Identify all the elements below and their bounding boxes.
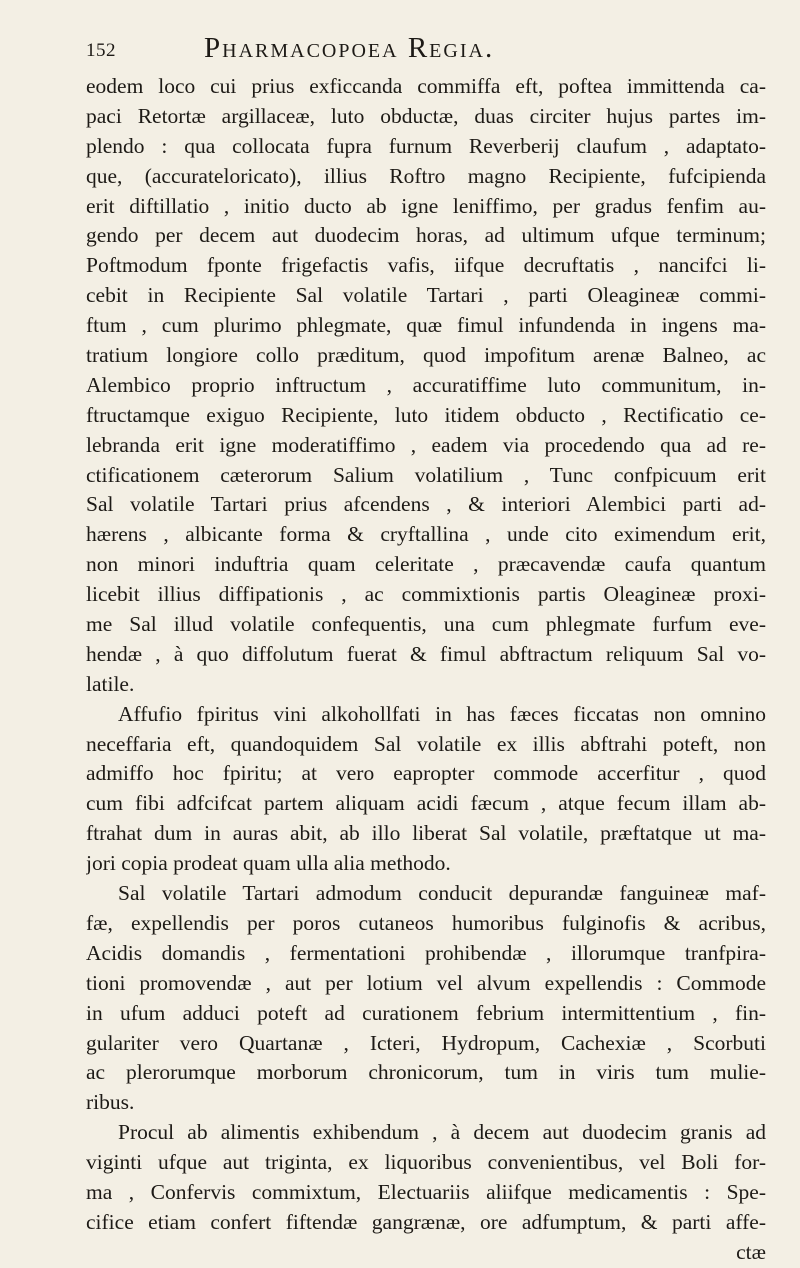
text-line: gendo per decem aut duodecim horas, ad ultimum ufque terminum; (86, 223, 766, 248)
paragraph-start-line: Sal volatile Tartari admodum conducit depurandæ fanguineæ maf- (118, 881, 766, 906)
running-title: Pharmacopoea Regia. (204, 32, 495, 64)
text-line: plendo : qua collocata fupra furnum Reverberij claufum , adaptato- (86, 133, 766, 158)
paragraph-start-line: Affufio fpiritus vini alkohollfati in has fæces ficcatas non omnino (118, 701, 766, 726)
text-line: Alembico proprio inftructum , accuratiffime luto communitum, in- (86, 372, 766, 397)
paragraph-end-line: ribus. (86, 1090, 135, 1115)
text-line: que, (accuratelοricato), illius Roftro magno Recipiente, fufcipienda (86, 163, 766, 188)
text-line: viginti ufque aut triginta, ex liquoribus convenientibus, vel Boli for- (86, 1150, 766, 1175)
text-line: cifice etiam confert fiftendæ gangrænæ, ore adfumptum, & parti affe- (86, 1209, 766, 1234)
text-line: erit diftillatio , initio ducto ab igne leniffimo, per gradus fenfim au- (86, 193, 766, 218)
text-line: cebit in Recipiente Sal volatile Tartari , parti Oleagineæ commi- (86, 283, 766, 308)
paragraph-end-line: jori copia prodeat quam ulla alia methodo. (86, 851, 451, 876)
text-line: neceffaria eft, quandoquidem Sal volatile ex illis abftrahi poteft, non (86, 731, 766, 756)
text-line: ma , Confervis commixtum, Electuariis aliifque medicamentis : Spe- (86, 1179, 766, 1204)
text-line: ftum , cum plurimo phlegmate, quæ fimul infundenda in ingens ma- (86, 313, 766, 338)
paragraph-start-line: Procul ab alimentis exhibendum , à decem aut duodecim granis ad (118, 1120, 766, 1145)
text-line: tratium longiore collo præditum, quod impofitum arenæ Balneo, ac (86, 343, 766, 368)
page-header (86, 32, 766, 72)
text-line: hærens , albicante forma & cryftallina , unde cito eximendum erit, (86, 522, 766, 547)
text-line: Sal volatile Tartari prius afcendens , & interiori Alembici parti ad- (86, 492, 766, 517)
body-text (86, 72, 766, 1268)
text-line: tioni promovendæ , aut per lotium vel alvum expellendis : Commode (86, 970, 766, 995)
text-line: admiffo hoc fpiritu; at vero eapropter commode accerfitur , quod (86, 761, 766, 786)
text-line: Poftmodum fponte frigefactis vafis, iifque decruftatis , nancifci li- (86, 253, 766, 278)
text-line: licebit illius diffipationis , ac commixtionis partis Oleagineæ proxi- (86, 582, 766, 607)
text-line: hendæ , à quo diffolutum fuerat & fimul abftractum reliquum Sal vo- (86, 641, 766, 666)
page-number: 152 (86, 40, 116, 61)
text-line: fæ, expellendis per poros cutaneos humoribus fulginofis & acribus, (86, 910, 766, 935)
text-line: Acidis domandis , fermentationi prohibendæ , illorumque tranfpira- (86, 940, 766, 965)
text-line: ftructamque exiguo Recipiente, luto itidem obducto , Rectificatio ce- (86, 402, 766, 427)
text-line: lebranda erit igne moderatiffimo , eadem via procedendo qua ad re- (86, 432, 766, 457)
text-line: non minori induftria quam celeritate , præcavendæ caufa quantum (86, 552, 766, 577)
paragraph-end-line: latile. (86, 671, 135, 696)
text-line: in ufum adduci poteft ad curationem febrium intermittentium , fin- (86, 1000, 766, 1025)
text-line: cum fibi adfcifcat partem aliquam acidi fæcum , atque fecum illam ab- (86, 791, 766, 816)
text-line: me Sal illud volatile confequentis, una cum phlegmate furfum eve- (86, 612, 766, 637)
text-line: ctificationem cæterorum Salium volatilium , Tunc confpicuum erit (86, 462, 766, 487)
text-line: gulariter vero Quartanæ , Icteri, Hydropum, Cachexiæ , Scorbuti (86, 1030, 766, 1055)
text-line: paci Retortæ argillaceæ, luto obductæ, duas circiter hujus partes im- (86, 103, 766, 128)
text-line: eodem loco cui prius exficcanda commiffa eft, poftea immittenda ca- (86, 74, 766, 98)
text-line: ac plerorumque morborum chronicorum, tum in viris tum mulie- (86, 1060, 766, 1085)
catchword: ctæ (736, 1239, 766, 1264)
text-line: ftrahat dum in auras abit, ab illo liberat Sal volatile, præftatque ut ma- (86, 821, 766, 846)
